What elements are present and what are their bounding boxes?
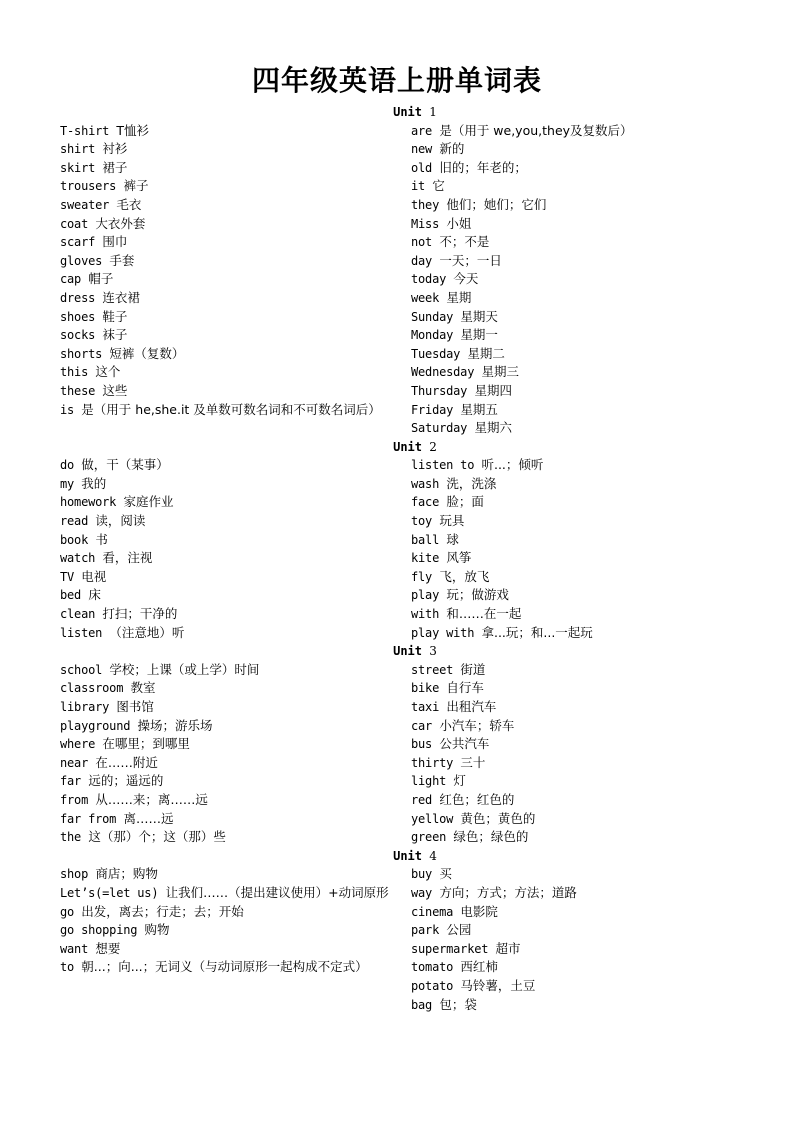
english-word: Tuesday <box>411 346 461 361</box>
chinese-meaning: 短裤（复数） <box>109 345 185 361</box>
word-entry <box>411 884 760 903</box>
english-word: Monday <box>411 328 454 343</box>
chinese-meaning: 购物 <box>144 922 170 938</box>
chinese-meaning: 鞋子 <box>102 308 128 324</box>
chinese-meaning: 是（用于 he,she.it 及单数可数名词和不可数名词后） <box>81 401 381 417</box>
chinese-meaning: 出租汽车 <box>446 699 497 714</box>
english-word: Miss <box>411 216 440 231</box>
english-word: playground <box>60 718 131 733</box>
chinese-meaning: 连衣裙 <box>102 289 140 305</box>
chinese-meaning: 我的 <box>81 475 107 491</box>
english-word: ball <box>411 532 440 547</box>
word-entry <box>411 865 760 884</box>
english-word: to <box>60 960 75 975</box>
chinese-meaning: 今天 <box>453 271 479 287</box>
english-word: shirt <box>60 142 96 157</box>
english-word: not <box>411 235 433 250</box>
english-word: this <box>60 365 89 380</box>
word-entry <box>411 531 760 550</box>
chinese-meaning: 想要 <box>95 940 121 956</box>
english-word: socks <box>60 328 96 343</box>
chinese-meaning: 一天；一日 <box>439 252 502 268</box>
english-word: watch <box>60 551 96 566</box>
english-word: Thursday <box>411 383 468 398</box>
chinese-meaning: 朝...；向...；无词义（与动词原形一起构成不定式） <box>81 959 368 975</box>
english-word: shop <box>60 867 89 882</box>
word-entry <box>60 810 411 829</box>
word-entry <box>411 196 760 215</box>
right-word-column <box>411 865 760 1014</box>
chinese-meaning: 买 <box>439 866 452 882</box>
chinese-meaning: 衬衫 <box>102 141 128 157</box>
english-word: cap <box>60 272 82 287</box>
word-entry <box>411 940 760 959</box>
left-word-column <box>60 456 411 642</box>
word-entry <box>60 791 411 810</box>
word-entry <box>411 568 760 587</box>
unit-number: 1 <box>429 105 437 119</box>
english-word: my <box>60 476 75 491</box>
english-word: library <box>60 700 110 714</box>
chinese-meaning: 裙子 <box>102 159 128 175</box>
chinese-meaning: 灯 <box>453 773 466 789</box>
word-entry <box>60 940 411 959</box>
chinese-meaning: 西红柿 <box>460 959 498 975</box>
unit-word-columns <box>60 661 760 847</box>
english-word: cinema <box>411 904 454 919</box>
word-entry <box>411 977 760 996</box>
word-entry <box>411 363 760 382</box>
chinese-meaning: 书 <box>95 531 108 547</box>
word-entry <box>60 382 411 401</box>
word-entry <box>411 326 760 345</box>
english-word: far <box>60 774 82 789</box>
english-word: way <box>411 885 433 900</box>
english-word: Friday <box>411 402 454 417</box>
word-entry <box>411 772 760 791</box>
chinese-meaning: 看，注视 <box>102 550 153 566</box>
chinese-meaning: 星期三 <box>481 364 519 380</box>
word-entry <box>411 419 760 438</box>
chinese-meaning: 是（用于 we,you,they及复数后） <box>439 122 633 138</box>
left-word-column <box>60 865 411 1014</box>
word-entry <box>60 308 411 327</box>
word-entry <box>411 717 760 736</box>
english-word: day <box>411 253 433 268</box>
word-entry <box>411 140 760 159</box>
left-word-column <box>60 661 411 847</box>
chinese-meaning: 玩具 <box>439 513 465 529</box>
chinese-meaning: 不；不是 <box>439 234 490 250</box>
word-entry <box>60 289 411 308</box>
word-entry <box>411 475 760 494</box>
english-word: fly <box>411 569 433 584</box>
word-entry <box>411 308 760 327</box>
page-title: 四年级英语上册单词表 <box>251 64 542 97</box>
word-entry <box>60 345 411 364</box>
english-word: Wednesday <box>411 365 475 380</box>
chinese-meaning: 旧的；年老的； <box>439 159 527 175</box>
english-word: book <box>60 532 89 547</box>
chinese-meaning: 商店；购物 <box>95 866 158 882</box>
word-entry <box>411 996 760 1015</box>
word-entry <box>60 717 411 736</box>
english-word: near <box>60 755 89 770</box>
word-entry <box>60 512 411 531</box>
vocabulary-list <box>60 103 760 1014</box>
english-word: play <box>411 588 440 603</box>
unit-heading <box>60 847 760 866</box>
word-entry <box>411 754 760 773</box>
chinese-meaning: 大衣外套 <box>95 215 146 231</box>
word-entry <box>60 363 411 382</box>
word-entry <box>411 345 760 364</box>
english-word: Sunday <box>411 309 454 324</box>
word-entry <box>411 791 760 810</box>
word-entry <box>411 921 760 940</box>
word-entry <box>60 884 411 903</box>
english-word: park <box>411 923 440 938</box>
word-entry <box>60 865 411 884</box>
chinese-meaning: 离……远 <box>123 810 174 826</box>
english-word: T-shirt <box>60 123 110 138</box>
word-entry <box>411 233 760 252</box>
word-entry <box>411 679 760 698</box>
english-word: the <box>60 830 82 845</box>
word-entry <box>60 586 411 605</box>
word-entry <box>60 754 411 773</box>
word-entry <box>411 661 760 680</box>
chinese-meaning: 听...；倾听 <box>481 457 544 473</box>
right-word-column <box>411 122 760 438</box>
english-word: Saturday <box>411 421 468 436</box>
word-entry <box>411 958 760 977</box>
word-entry <box>60 828 411 847</box>
word-entry <box>411 605 760 624</box>
unit-label: Unit <box>393 105 423 119</box>
english-word: green <box>411 830 447 845</box>
english-word: gloves <box>60 253 103 268</box>
chinese-meaning: 红色；红色的 <box>439 791 515 807</box>
word-entry <box>60 215 411 234</box>
unit-number: 3 <box>429 644 437 659</box>
unit-word-columns <box>60 865 760 1014</box>
word-entry <box>411 624 760 643</box>
english-word: coat <box>60 216 89 231</box>
word-entry <box>60 326 411 345</box>
english-word: play with <box>411 625 475 640</box>
word-entry <box>411 586 760 605</box>
english-word: is <box>60 402 75 417</box>
english-word: yellow <box>411 811 454 826</box>
word-entry <box>60 196 411 215</box>
english-word: potato <box>411 978 454 993</box>
word-entry <box>60 698 411 717</box>
word-entry <box>411 698 760 717</box>
english-word: dress <box>60 290 96 305</box>
chinese-meaning: 床 <box>88 587 101 603</box>
chinese-meaning: 在哪里；到哪里 <box>102 736 190 752</box>
chinese-meaning: 方向；方式；方法；道路 <box>439 884 577 900</box>
chinese-meaning: 脸；面 <box>446 494 484 510</box>
word-entry <box>411 252 760 271</box>
word-entry <box>60 531 411 550</box>
word-entry <box>411 493 760 512</box>
chinese-meaning: 小汽车；轿车 <box>439 717 515 733</box>
chinese-meaning: 星期四 <box>474 382 512 398</box>
word-entry <box>411 177 760 196</box>
chinese-meaning: 打扫；干净的 <box>102 606 178 622</box>
english-word: far from <box>60 811 117 826</box>
chinese-meaning: 围巾 <box>102 234 128 250</box>
word-entry <box>60 177 411 196</box>
chinese-meaning: 飞，放飞 <box>439 568 490 584</box>
chinese-meaning: 教室 <box>130 680 156 696</box>
chinese-meaning: 三十 <box>460 754 486 770</box>
chinese-meaning: 玩；做游戏 <box>446 587 509 603</box>
english-word: shoes <box>60 309 96 324</box>
chinese-meaning: 小姐 <box>446 215 472 231</box>
unit-heading <box>60 642 760 661</box>
word-entry <box>60 493 411 512</box>
word-entry <box>411 903 760 922</box>
word-entry <box>60 456 411 475</box>
chinese-meaning: 操场；游乐场 <box>137 717 213 733</box>
word-entry <box>60 921 411 940</box>
english-word: thirty <box>411 755 454 770</box>
chinese-meaning: 星期五 <box>460 401 498 417</box>
right-word-column <box>411 661 760 847</box>
english-word: go shopping <box>60 923 138 938</box>
chinese-meaning: 包；袋 <box>439 996 477 1012</box>
chinese-meaning: 星期六 <box>474 420 512 436</box>
english-word: bed <box>60 588 82 603</box>
word-entry <box>411 270 760 289</box>
chinese-meaning: 洗，洗涤 <box>446 475 497 491</box>
unit-label: Unit <box>393 644 423 659</box>
english-word: read <box>60 514 89 529</box>
english-word: supermarket <box>411 941 489 956</box>
unit-heading <box>60 438 760 457</box>
chinese-meaning: 学校；上课（或上学）时间 <box>109 661 260 677</box>
chinese-meaning: 绿色；绿色的 <box>453 829 529 845</box>
chinese-meaning: 帽子 <box>88 271 114 287</box>
english-word: today <box>411 272 447 287</box>
unit-number: 4 <box>429 848 437 863</box>
chinese-meaning: 家庭作业 <box>123 494 174 510</box>
chinese-meaning: 拿...玩；和...一起玩 <box>481 624 593 640</box>
word-entry <box>411 289 760 308</box>
english-word: red <box>411 792 433 807</box>
chinese-meaning: 袜子 <box>102 327 128 343</box>
chinese-meaning: 这个 <box>95 364 121 380</box>
word-entry <box>411 159 760 178</box>
word-entry <box>60 140 411 159</box>
word-entry <box>411 549 760 568</box>
chinese-meaning: 星期天 <box>460 308 498 324</box>
english-word: face <box>411 495 440 510</box>
chinese-meaning: 这些 <box>102 382 128 398</box>
chinese-meaning: 马铃薯，土豆 <box>460 977 536 993</box>
word-entry <box>411 122 760 141</box>
chinese-meaning: 超市 <box>495 940 521 956</box>
english-word: listen <box>60 625 103 640</box>
chinese-meaning: 星期一 <box>460 327 498 343</box>
english-word: car <box>411 718 433 733</box>
chinese-meaning: 新的 <box>439 141 465 157</box>
chinese-meaning: 自行车 <box>446 680 484 696</box>
english-word: toy <box>411 514 433 529</box>
word-entry <box>411 735 760 754</box>
chinese-meaning: 星期二 <box>467 345 505 361</box>
english-word: classroom <box>60 681 124 696</box>
chinese-meaning: 图书馆 <box>116 699 154 714</box>
english-word: skirt <box>60 160 96 175</box>
english-word: listen to <box>411 458 475 473</box>
chinese-meaning: 黄色；黄色的 <box>460 810 536 826</box>
word-entry <box>60 568 411 587</box>
english-word: with <box>411 607 440 622</box>
word-entry <box>60 475 411 494</box>
word-entry <box>60 735 411 754</box>
chinese-meaning: 让我们……（提出建议使用）+动词原形 <box>165 884 389 900</box>
word-entry <box>60 772 411 791</box>
word-entry <box>60 159 411 178</box>
word-entry <box>60 903 411 922</box>
word-entry <box>60 679 411 698</box>
word-entry <box>411 401 760 420</box>
english-word: street <box>411 662 454 677</box>
unit-number: 2 <box>429 439 437 454</box>
chinese-meaning: 出发，离去；行走；去；开始 <box>81 903 244 919</box>
word-entry <box>60 252 411 271</box>
chinese-meaning: 公共汽车 <box>439 736 490 752</box>
chinese-meaning: 做，干（某事） <box>81 457 169 473</box>
right-word-column <box>411 456 760 642</box>
word-entry <box>60 549 411 568</box>
chinese-meaning: 它 <box>432 178 445 194</box>
chinese-meaning: 电影院 <box>460 903 498 919</box>
english-word: tomato <box>411 960 454 975</box>
chinese-meaning: 从……来；离……远 <box>95 791 208 807</box>
english-word: scarf <box>60 235 96 250</box>
chinese-meaning: 街道 <box>460 661 486 677</box>
english-word: do <box>60 458 75 473</box>
unit-label: Unit <box>393 848 423 863</box>
chinese-meaning: 球 <box>446 531 459 547</box>
english-word: old <box>411 160 433 175</box>
english-word: trousers <box>60 179 117 194</box>
word-entry <box>60 122 411 141</box>
english-word: it <box>411 179 426 194</box>
english-word: buy <box>411 867 433 882</box>
left-word-column <box>60 122 411 438</box>
chinese-meaning: T恤衫 <box>116 122 150 138</box>
chinese-meaning: 他们；她们；它们 <box>446 196 547 212</box>
word-entry <box>411 382 760 401</box>
chinese-meaning: 读，阅读 <box>95 513 146 529</box>
chinese-meaning: 星期 <box>446 289 472 305</box>
unit-heading <box>60 103 760 122</box>
chinese-meaning: 裤子 <box>123 178 149 194</box>
english-word: want <box>60 941 89 956</box>
english-word: kite <box>411 551 440 566</box>
english-word: they <box>411 197 440 212</box>
word-entry <box>60 233 411 252</box>
word-entry <box>411 810 760 829</box>
english-word: school <box>60 662 103 677</box>
word-entry <box>60 661 411 680</box>
chinese-meaning: 在……附近 <box>95 754 158 770</box>
chinese-meaning: 风筝 <box>446 550 472 566</box>
english-word: where <box>60 737 96 752</box>
english-word: TV <box>60 569 75 584</box>
english-word: go <box>60 904 75 919</box>
english-word: these <box>60 383 96 398</box>
unit-word-columns <box>60 122 760 438</box>
word-entry <box>411 456 760 475</box>
english-word: clean <box>60 607 96 622</box>
word-entry <box>60 958 411 977</box>
english-word: wash <box>411 476 440 491</box>
word-entry <box>60 624 411 643</box>
chinese-meaning: 手套 <box>109 252 135 268</box>
word-entry <box>411 512 760 531</box>
english-word: light <box>411 774 447 789</box>
english-word: taxi <box>411 700 440 714</box>
word-entry <box>411 828 760 847</box>
chinese-meaning: 和……在一起 <box>446 606 522 622</box>
english-word: homework <box>60 495 117 510</box>
chinese-meaning: 这（那）个；这（那）些 <box>88 829 226 845</box>
word-entry <box>60 605 411 624</box>
chinese-meaning: 远的；遥远的 <box>88 773 164 789</box>
english-word: from <box>60 792 89 807</box>
english-word: shorts <box>60 346 103 361</box>
english-word: week <box>411 290 440 305</box>
unit-word-columns <box>60 456 760 642</box>
chinese-meaning: 毛衣 <box>116 196 142 212</box>
word-entry <box>60 401 411 420</box>
chinese-meaning: 公园 <box>446 922 472 938</box>
unit-label: Unit <box>393 439 423 454</box>
english-word: sweater <box>60 197 110 212</box>
english-word: bike <box>411 681 440 696</box>
english-word: bag <box>411 997 433 1012</box>
chinese-meaning: 电视 <box>81 568 107 584</box>
word-entry <box>60 270 411 289</box>
word-entry <box>411 215 760 234</box>
english-word: new <box>411 142 433 157</box>
chinese-meaning: （注意地）听 <box>109 624 185 640</box>
english-word: bus <box>411 737 433 752</box>
english-word: are <box>411 123 433 138</box>
english-word: Let’s(=let us) <box>60 885 159 900</box>
